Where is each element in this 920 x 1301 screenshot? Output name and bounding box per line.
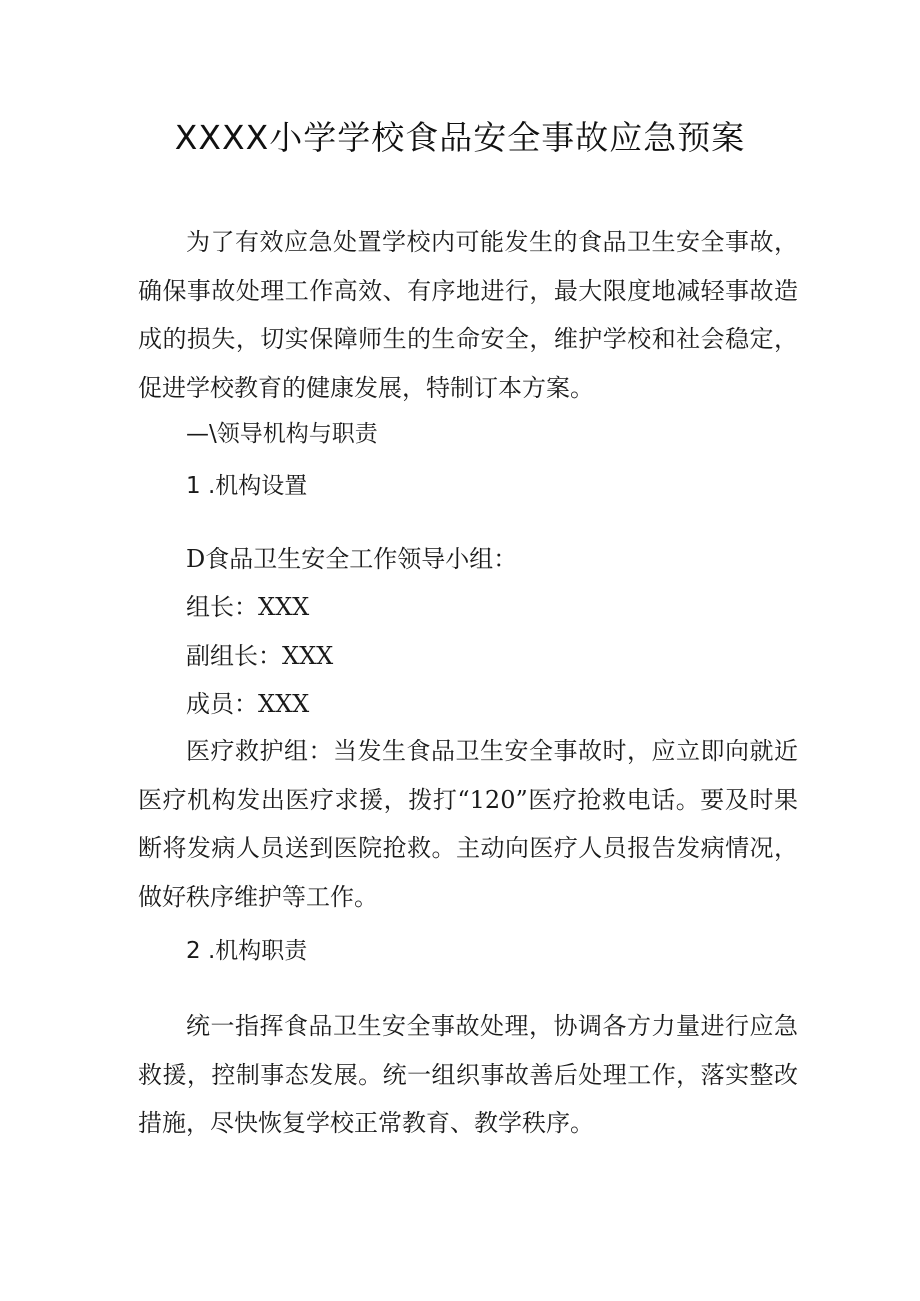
duties-paragraph: 统一指挥食品卫生安全事故处理，协调各方力量进行应急救援，控制事态发展。统一组织事故善后处理工作，落实整改措施，尽快恢复学校正常教育、教学秩序。 [138, 1012, 798, 1137]
section-heading-leadership: —\领导机构与职责 [186, 421, 378, 447]
deputy-leader-line: 副组长：XXX [186, 642, 334, 670]
subsection-heading-setup: 1 .机构设置 [186, 473, 308, 499]
medical-group-paragraph: 医疗救护组：当发生食品卫生安全事故时，应立即向就近医疗机构发出医疗求援，拨打“120”医疗抢救电话。要及时果断将发病人员送到医院抢救。主动向医疗人员报告发病情况，做好秩序维护等工作。 [138, 737, 798, 911]
intro-paragraph: 为了有效应急处置学校内可能发生的食品卫生安全事故，确保事故处理工作高效、有序地进行，最大限度地减轻事故造成的损失，切实保障师生的生命安全，维护学校和社会稳定，促进学校教育的健康发展，特制订本方案。 [138, 228, 798, 402]
document-title: XXXX小学学校食品安全事故应急预案 [174, 118, 746, 157]
subsection-heading-duties: 2 .机构职责 [186, 938, 308, 964]
members-line: 成员：XXX [186, 690, 310, 718]
group-label: D食品卫生安全工作领导小组： [186, 545, 518, 573]
leader-line: 组长：XXX [186, 593, 310, 621]
